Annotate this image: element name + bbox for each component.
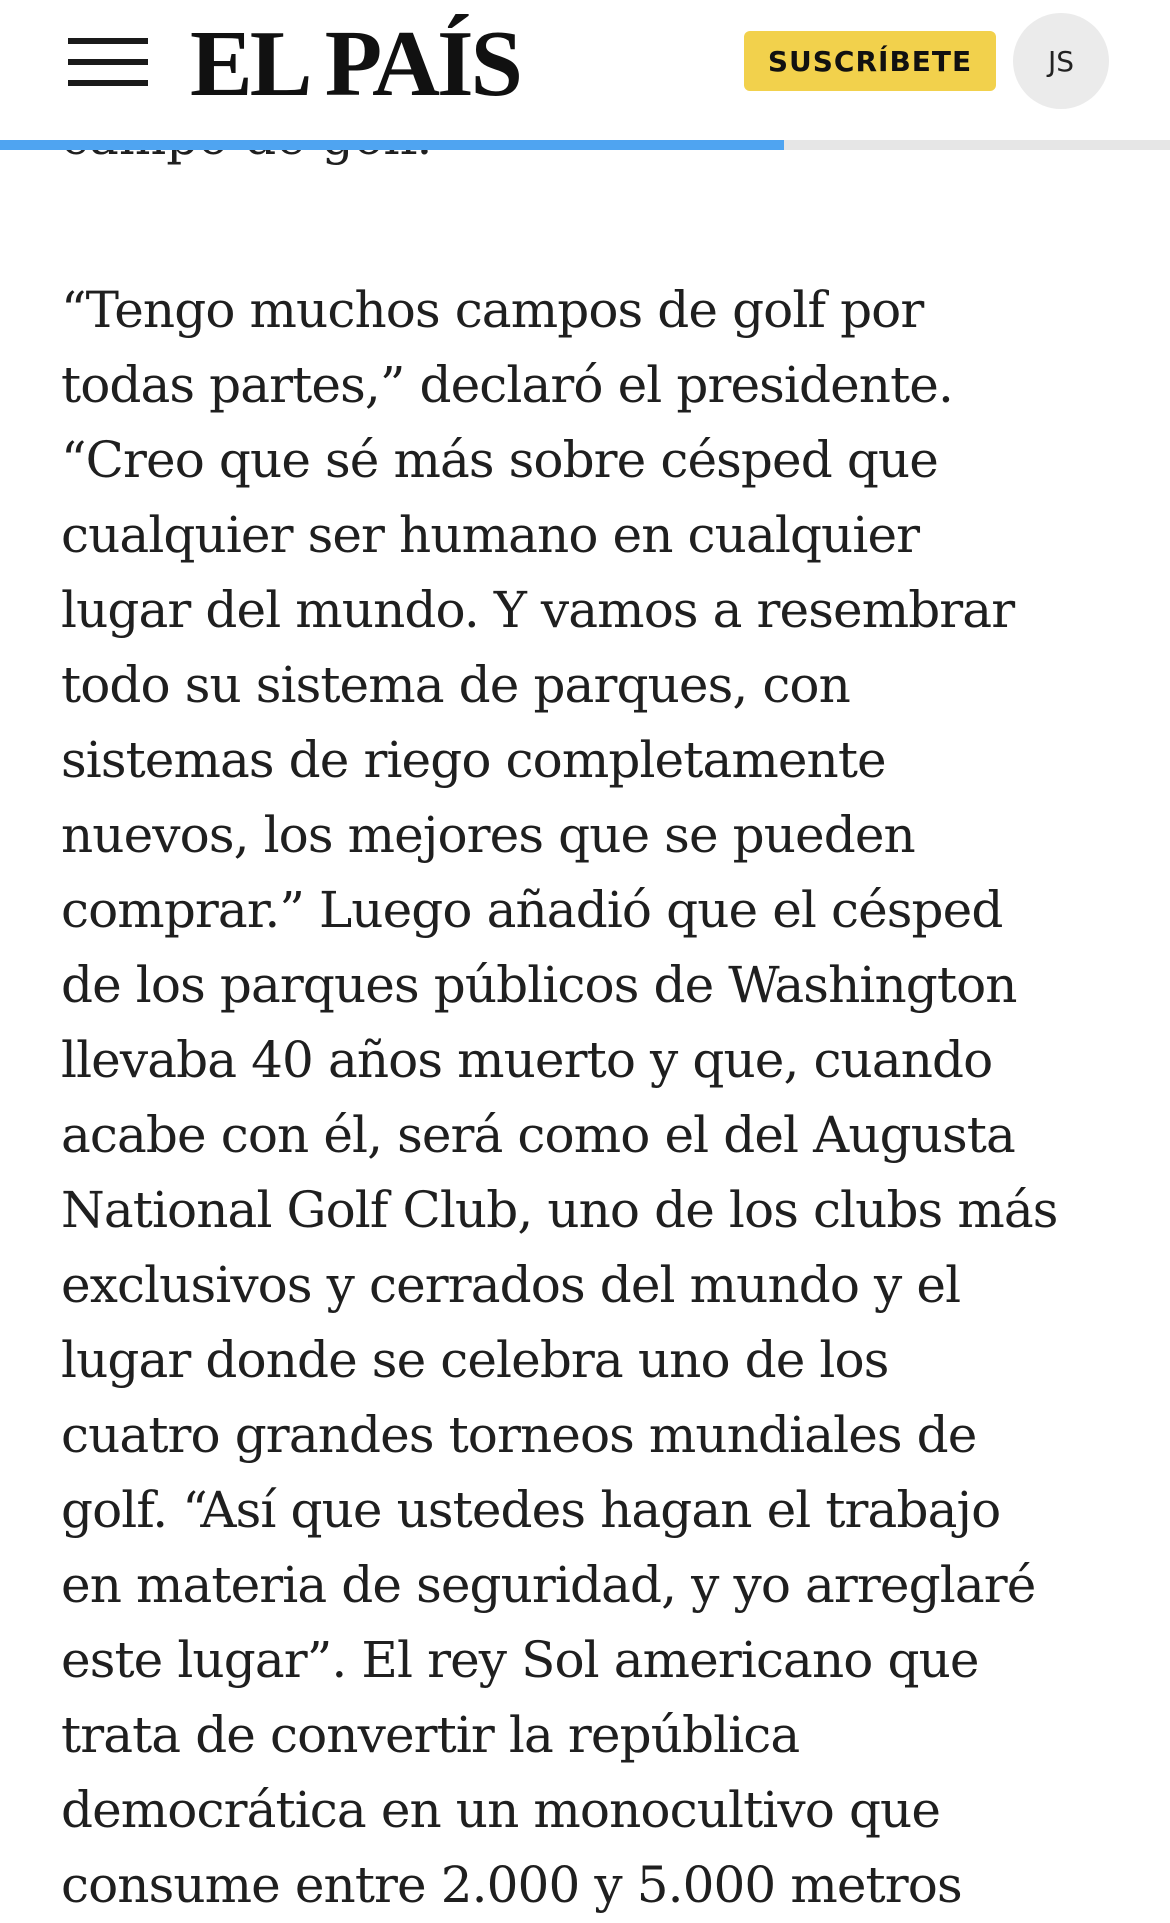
menu-line — [68, 59, 148, 65]
menu-line — [68, 80, 148, 86]
article-line: sistemas de riego completamente — [61, 731, 886, 789]
article-line: nuevos, los mejores que se pueden — [61, 806, 915, 864]
article-line: este lugar”. El rey Sol americano que — [61, 1631, 979, 1689]
menu-line — [68, 38, 148, 44]
article-line: exclusivos y cerrados del mundo y el — [61, 1256, 961, 1314]
article-line: lugar del mundo. Y vamos a resembrar — [61, 581, 1015, 639]
reading-progress-bar — [0, 140, 1170, 150]
article-line: todas partes,” declaró el presidente. — [61, 356, 953, 414]
top-bar — [0, 0, 1170, 140]
article-line: golf. “Así que ustedes hagan el trabajo — [61, 1481, 1001, 1539]
article-line: de los parques públicos de Washington — [61, 956, 1017, 1014]
hamburger-menu-icon[interactable] — [68, 38, 148, 86]
article-line: trata de convertir la república — [61, 1706, 800, 1764]
article-line: llevaba 40 años muerto y que, cuando — [61, 1031, 993, 1089]
article-line: “Creo que sé más sobre césped que — [61, 431, 938, 489]
article-line: acabe con él, será como el del Augusta — [61, 1106, 1015, 1164]
article-line: cualquier ser humano en cualquier — [61, 506, 920, 564]
article-line: comprar.” Luego añadió que el césped — [61, 881, 1003, 939]
article-line: democrática en un monocultivo que — [61, 1781, 941, 1839]
article-line: lugar donde se celebra uno de los — [61, 1331, 889, 1389]
el-pais-logo[interactable]: EL PAÍS — [190, 12, 520, 116]
subscribe-button[interactable]: SUSCRÍBETE — [744, 31, 996, 91]
article-line: “Tengo muchos campos de golf por — [61, 281, 924, 339]
article-line: en materia de seguridad, y yo arreglaré — [61, 1556, 1036, 1614]
article-line: cuatro grandes torneos mundiales de — [61, 1406, 977, 1464]
article-line: consume entre 2.000 y 5.000 metros — [61, 1856, 962, 1914]
article-line: National Golf Club, uno de los clubs más — [61, 1181, 1058, 1239]
article-line: todo su sistema de parques, con — [61, 656, 850, 714]
article-paragraph — [61, 273, 1121, 1923]
reading-progress-fill — [0, 140, 784, 150]
user-avatar[interactable]: JS — [1013, 13, 1109, 109]
